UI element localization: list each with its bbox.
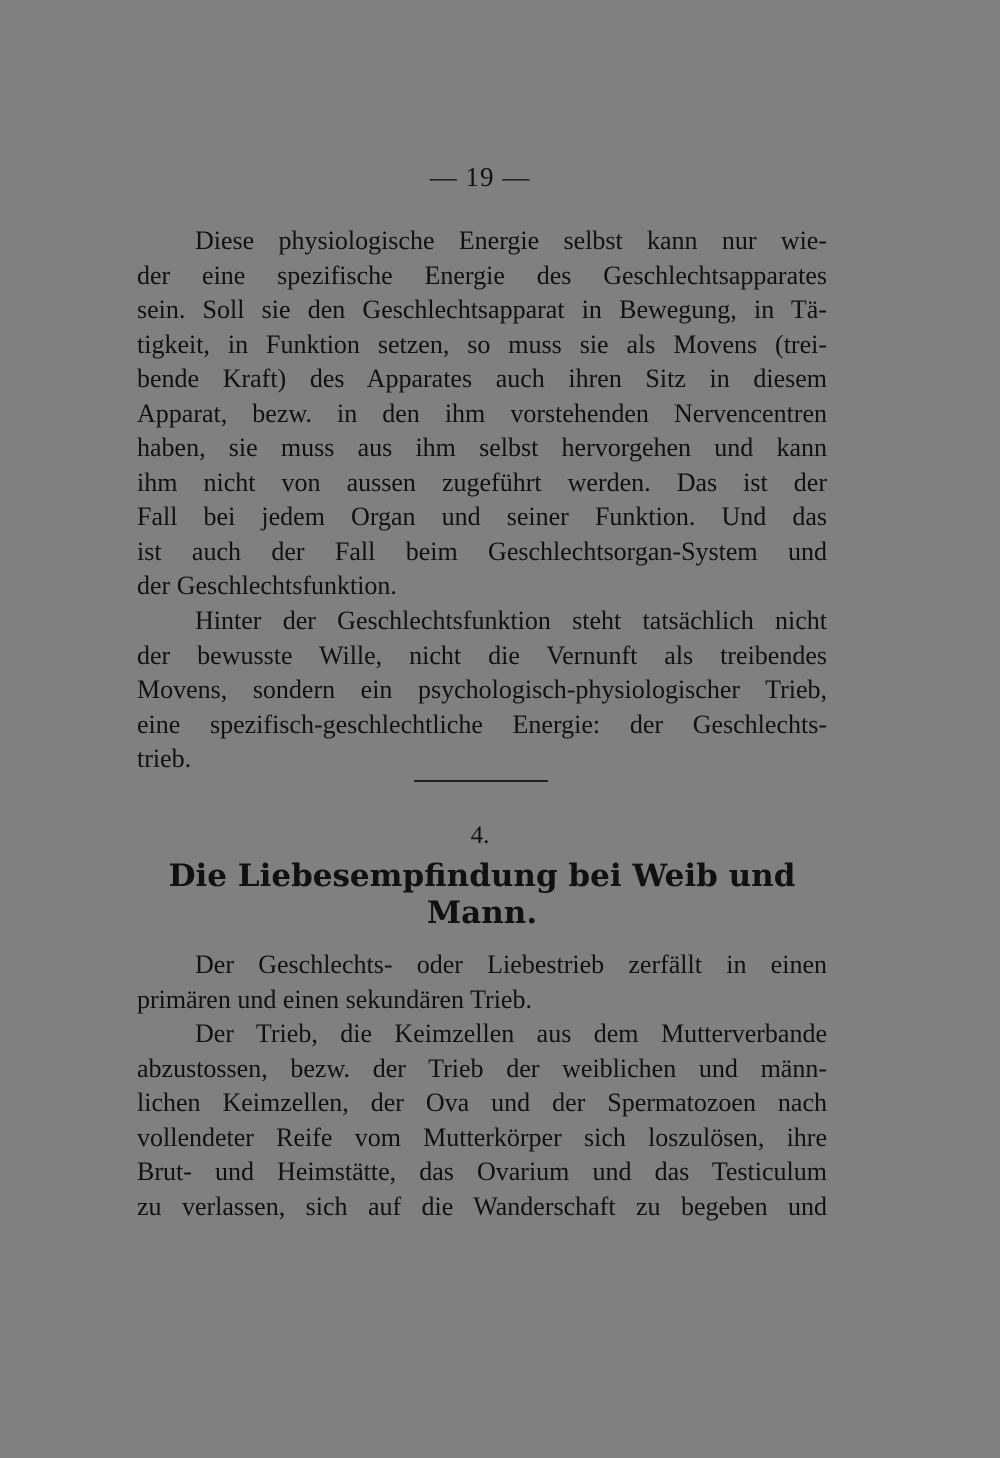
text-line: tigkeit, in Funktion setzen, so muss sie als Movens (trei- bbox=[137, 329, 827, 359]
text-line: Brut- und Heimstätte, das Ovarium und das Testiculum bbox=[137, 1157, 827, 1186]
text-line: sein. Soll sie den Geschlechtsapparat in Bewegung, in Tä- bbox=[137, 295, 827, 324]
paragraph bbox=[137, 224, 827, 604]
text-line: Hinter der Geschlechtsfunktion steht tatsächlich nicht bbox=[195, 606, 827, 635]
text-line: Der Trieb, die Keimzellen aus dem Mutterverbande bbox=[195, 1019, 827, 1048]
text-line: bende Kraft) des Apparates auch ihren Sitz in diesem bbox=[137, 364, 827, 393]
text-line: haben, sie muss aus ihm selbst hervorgehen und kann bbox=[137, 433, 827, 462]
text-line: Fall bei jedem Organ und seiner Funktion. Und das bbox=[137, 502, 827, 531]
text-line: Movens, sondern ein psychologisch-physiologischer Trieb, bbox=[137, 675, 827, 704]
text-line: ihm nicht von aussen zugeführt werden. Das ist der bbox=[137, 467, 827, 497]
text-line: Der Geschlechts- oder Liebestrieb zerfällt in einen bbox=[195, 950, 827, 979]
section-divider bbox=[414, 780, 548, 782]
page-number: — 19 — bbox=[429, 162, 531, 192]
text-line: zu verlassen, sich auf die Wanderschaft zu begeben und bbox=[137, 1191, 827, 1221]
text-line: vollendeter Reife vom Mutterkörper sich loszulösen, ihre bbox=[137, 1122, 827, 1152]
text-line: eine spezifisch-geschlechtliche Energie: der Geschlechts- bbox=[137, 709, 827, 739]
section-heading-line: Mann. bbox=[426, 895, 538, 931]
text-line: lichen Keimzellen, der Ova und der Spermatozoen nach bbox=[137, 1088, 827, 1117]
text-line: trieb. bbox=[137, 744, 192, 773]
text-line: Apparat, bezw. in den ihm vorstehenden Nervencentren bbox=[137, 398, 827, 428]
section-heading-line: Die Liebesempfindung bei Weib und bbox=[168, 858, 796, 894]
text-line: ist auch der Fall beim Geschlechtsorgan-System und bbox=[137, 536, 827, 566]
text-line: primären und einen sekundären Trieb. bbox=[137, 984, 532, 1014]
paragraph bbox=[137, 1017, 827, 1224]
paragraph bbox=[137, 604, 827, 777]
text-line: abzustossen, bezw. der Trieb der weiblichen und männ- bbox=[137, 1053, 827, 1083]
section-heading bbox=[137, 858, 827, 932]
section-number: 4. bbox=[470, 822, 490, 849]
paragraph bbox=[137, 948, 827, 1017]
text-line: der Geschlechtsfunktion. bbox=[137, 571, 397, 600]
text-line: der bewusste Wille, nicht die Vernunft als treibendes bbox=[137, 640, 827, 670]
text-line: Diese physiologische Energie selbst kann nur wie- bbox=[195, 226, 827, 255]
text-line: der eine spezifische Energie des Geschlechtsapparates bbox=[137, 260, 827, 290]
